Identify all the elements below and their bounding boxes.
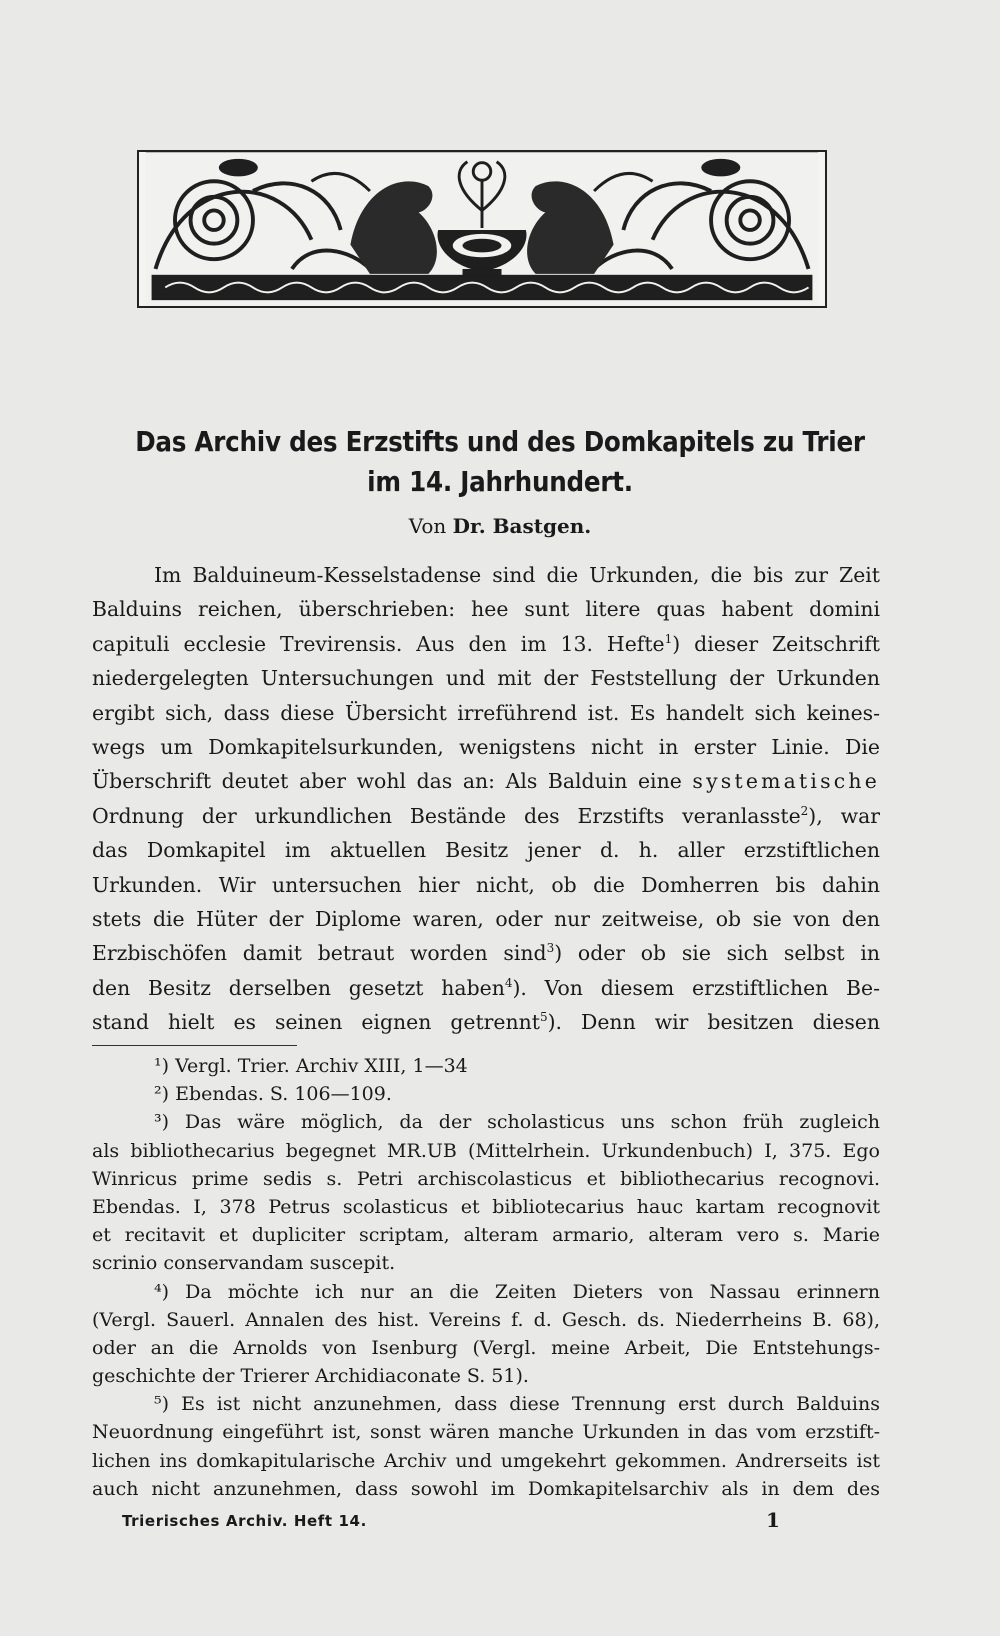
footnote-3-line: ³) Das wäre möglich, da der scholasticus uns schon früh zugleich — [154, 1111, 880, 1134]
footnote-5-line: auch nicht anzunehmen, dass sowohl im Domkapitelsarchiv als in dem des — [92, 1477, 880, 1500]
footnote-5-line: lichen ins domkapitularische Archiv und umgekehrt gekommen. Andrerseits ist — [92, 1449, 880, 1472]
text-segment: ) dieser Zeitschrift — [672, 631, 880, 656]
footnote-1: ¹) Vergl. Trier. Archiv XIII, 1—34 — [154, 1055, 468, 1077]
text-segment: stand hielt es seinen eignen getrennt — [92, 1010, 540, 1035]
text-segment: ) oder ob sie sich selbst in — [554, 941, 881, 966]
footnote-3-line: Ebendas. I, 378 Petrus scolasticus et bibliotecarius hauc kartam recognovit — [92, 1195, 880, 1218]
footnote-5-line: Neuordnung eingeführt ist, sonst wären manche Urkunden in das vom erzstift- — [92, 1421, 880, 1444]
text-segment: capituli ecclesie Trevirensis. Aus den im 13. Hefte — [92, 631, 665, 656]
text-segment: ), war — [808, 803, 880, 828]
text-segment: Überschrift deutet aber wohl das an: Als Balduin eine — [92, 769, 682, 794]
text-line: stets die Hüter der Diplome waren, oder nur zeitweise, ob sie von den — [92, 906, 880, 931]
text-line — [92, 1005, 880, 1039]
text-line — [92, 971, 880, 1005]
footnote-4-line: geschichte der Trierer Archidiaconate S. 51). — [92, 1365, 529, 1388]
text-line: niedergelegten Untersuchungen und mit der Feststellung der Urkunden — [92, 666, 880, 691]
footnote-4-line: (Vergl. Sauerl. Annalen des hist. Vereins f. d. Gesch. ds. Niederrheins B. 68), — [92, 1308, 880, 1331]
text-line — [92, 627, 880, 661]
byline-prefix: Von — [408, 514, 447, 538]
footnote-ref-3[interactable]: 3 — [546, 941, 555, 956]
text-segment: Ordnung der urkundlichen Bestände des Erzstifts veranlasste — [92, 803, 801, 828]
text-line — [92, 936, 880, 970]
footnote-ref-2[interactable]: 2 — [800, 803, 809, 818]
article-title-line-1: Das Archiv des Erzstifts und des Domkapitels zu Trier — [135, 425, 865, 458]
page-number: 1 — [766, 1508, 780, 1532]
text-line — [92, 799, 880, 833]
footnote-ref-4[interactable]: 4 — [504, 975, 513, 990]
text-segment: ). Denn wir besitzen diesen — [547, 1010, 880, 1035]
author-name: Dr. Bastgen. — [452, 514, 592, 538]
ornament-illustration — [139, 152, 825, 306]
text-line: Urkunden. Wir untersuchen hier nicht, ob die Domherren bis dahin — [92, 872, 880, 897]
footnote-3-line: Winricus prime sedis s. Petri archiscolasticus et bibliothecarius recognovi. — [92, 1167, 880, 1190]
footnote-ref-1[interactable]: 1 — [664, 631, 673, 646]
body-text — [92, 558, 880, 1039]
footnote-3-line: als bibliothecarius begegnet MR.UB (Mittelrhein. Urkundenbuch) I, 375. Ego — [92, 1139, 880, 1162]
footnote-4-line: ⁴) Da möchte ich nur an die Zeiten Dieters von Nassau erinnern — [154, 1280, 880, 1303]
footnote-2: ²) Ebendas. S. 106—109. — [154, 1083, 392, 1106]
text-line: wegs um Domkapitelsurkunden, wenigstens nicht in erster Linie. Die — [92, 734, 880, 759]
byline — [0, 513, 1000, 539]
text-segment: Erzbischöfen damit betraut worden sind — [92, 941, 547, 966]
ornamental-header-banner — [137, 150, 827, 308]
text-line: das Domkapitel im aktuellen Besitz jener d. h. aller erzstiftlichen — [92, 838, 880, 863]
text-line — [92, 764, 880, 798]
footnote-3-line: scrinio conservandam suscepit. — [92, 1252, 396, 1275]
text-line: Balduins reichen, überschrieben: hee sunt litere quas habent domini — [92, 597, 880, 622]
emphasized-word: systematische — [692, 769, 881, 794]
journal-footer: Trierisches Archiv. Heft 14. — [122, 1512, 367, 1530]
article-title-line-2: im 14. Jahrhundert. — [367, 465, 633, 498]
text-line: Im Balduineum-Kesselstadense sind die Urkunden, die bis zur Zeit — [154, 563, 880, 587]
footnotes — [92, 1052, 880, 1503]
footnote-4-line: oder an die Arnolds von Isenburg (Vergl. meine Arbeit, Die Entstehungs- — [92, 1336, 880, 1359]
text-line: ergibt sich, dass diese Übersicht irreführend ist. Es handelt sich keines- — [92, 700, 880, 725]
text-segment: ). Von diesem erzstiftlichen Be- — [512, 975, 880, 1000]
text-segment: den Besitz derselben gesetzt haben — [92, 975, 505, 1000]
footnote-3-line: et recitavit et dupliciter scriptam, alteram armario, alteram vero s. Marie — [92, 1224, 880, 1247]
footnote-5-line: ⁵) Es ist nicht anzunehmen, dass diese Trennung erst durch Balduins — [154, 1393, 880, 1416]
footnote-divider — [92, 1045, 297, 1046]
footnote-ref-5[interactable]: 5 — [539, 1010, 548, 1025]
